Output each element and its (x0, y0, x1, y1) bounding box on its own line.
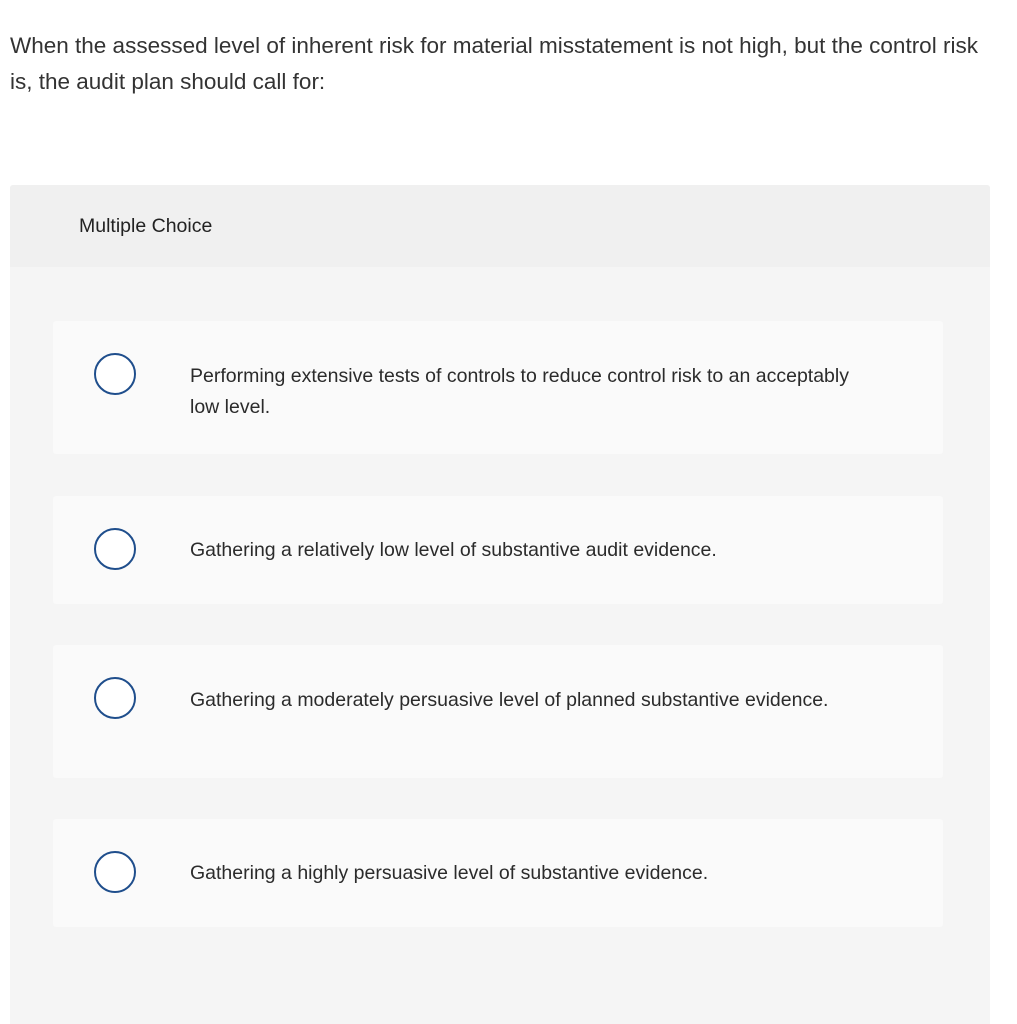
question-text: When the assessed level of inherent risk for material misstatement is not high, but the control risk is, the audit plan should call for: (10, 33, 978, 94)
answer-option-text: Gathering a highly persuasive level of substantive evidence. (190, 862, 709, 884)
answer-option-1[interactable] (53, 321, 943, 454)
panel-header (10, 185, 990, 267)
multiple-choice-panel (10, 185, 990, 1024)
answer-option-text: Gathering a relatively low level of substantive audit evidence. (190, 539, 717, 561)
answer-option-2[interactable] (53, 496, 943, 604)
answer-option-text: Gathering a moderately persuasive level of planned substantive evidence. (190, 689, 829, 711)
answer-option-4[interactable] (53, 819, 943, 927)
radio-button-icon[interactable] (94, 851, 136, 893)
radio-button-icon[interactable] (94, 528, 136, 570)
radio-button-icon[interactable] (94, 353, 136, 395)
answer-option-3[interactable] (53, 645, 943, 778)
answer-option-text: Performing extensive tests of controls to reduce control risk to an acceptably low level. (190, 365, 849, 418)
panel-title: Multiple Choice (79, 215, 213, 237)
radio-button-icon[interactable] (94, 677, 136, 719)
